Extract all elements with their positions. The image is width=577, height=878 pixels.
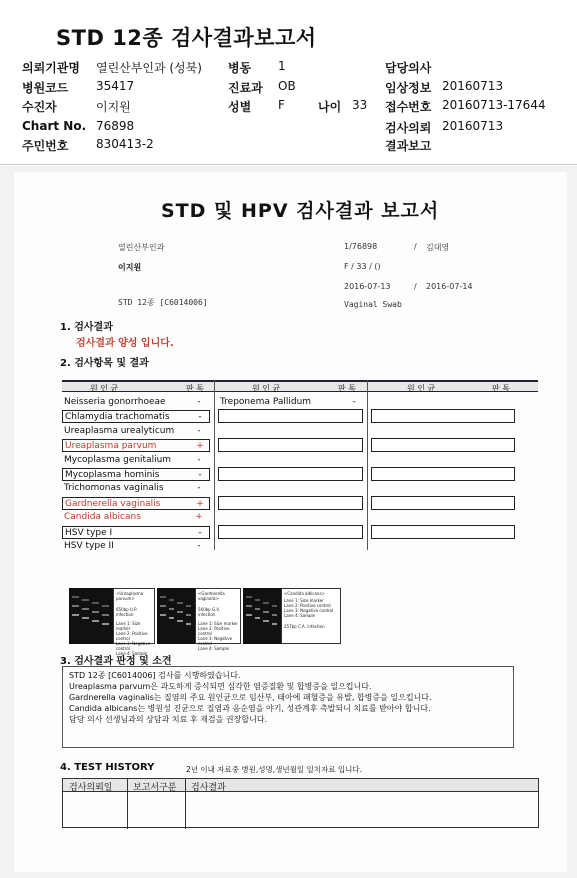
info-doctor: 김대영 — [426, 243, 450, 252]
hospital-value: 열린산부인과 (성북) — [96, 61, 202, 75]
info-patient: 이지원 — [118, 263, 142, 272]
ward-label: 병동 — [228, 61, 252, 75]
grid-header-judgement-1: 판 독 — [186, 384, 204, 393]
gel-band — [102, 614, 109, 616]
gel-2-lane-3: Lane 3: Negative control — [198, 636, 233, 646]
request-label: 검사의뢰 — [385, 121, 432, 135]
grid-header — [62, 380, 538, 392]
pathogen-row — [62, 468, 210, 481]
grid-header-pathogen-2: 원 인 균 — [252, 384, 281, 393]
info-clinic: 열린산부인과 — [118, 243, 165, 252]
gel-3-result: 257bp C.A. infection — [284, 624, 325, 629]
empty-result-box — [218, 496, 363, 510]
gel-band — [82, 608, 89, 610]
gel-2-lane-4: Lane 4: Sample — [198, 646, 230, 651]
pathogen-row — [62, 526, 210, 539]
judgement-text — [69, 670, 432, 725]
info-test-code: STD 12종 [C6014006] — [118, 298, 208, 307]
pathogen-row — [62, 439, 210, 452]
info-slash: / — [414, 242, 417, 251]
gel-legend-2 — [195, 588, 241, 651]
pathogen-result-sign: - — [198, 527, 202, 538]
pathogen-name: Mycoplasma genitalium — [64, 454, 172, 465]
section-1-result: 검사결과 양성 입니다. — [76, 338, 174, 349]
pathogen-name: Treponema Pallidum — [220, 397, 312, 407]
gel-band — [246, 596, 252, 598]
gel-2-result: 560bp G.V. infection — [198, 607, 220, 617]
pathogen-result-sign: + — [196, 498, 204, 509]
gel-2-title: <Gardnerella vaginalis> — [198, 591, 225, 601]
grid-header-pathogen-1: 원 인 균 — [90, 384, 119, 393]
info-sex-age: F / 33 / () — [344, 262, 381, 271]
pathogen-result-sign: - — [197, 454, 201, 465]
pathogen-name: Ureaplasma parvum — [65, 441, 157, 452]
gel-1-title: <Ureaplasma parvum> — [116, 591, 144, 601]
gel-band — [92, 602, 99, 604]
section-3-title: 3. 검사결과 판정 및 소견 — [60, 656, 172, 667]
info-date-from: 2016-07-13 — [344, 282, 391, 291]
info-date-sep: / — [414, 282, 417, 291]
judgement-box — [62, 666, 514, 748]
grid-header-pathogen-3: 원 인 균 — [407, 384, 436, 393]
empty-result-box — [371, 409, 515, 423]
sex-label: 성별 — [228, 100, 252, 114]
pathogen-name: Chlamydia trachomatis — [65, 412, 170, 423]
gel-band — [82, 599, 89, 601]
gel-1-lane-1: Lane 1: Size marker — [116, 621, 141, 631]
pathogen-name: Gardnerella vaginalis — [65, 498, 161, 509]
pathogen-name: Candida albicans — [64, 512, 141, 523]
sex-value: F — [278, 98, 285, 112]
gel-band — [255, 617, 261, 619]
empty-result-box — [218, 409, 363, 423]
gel-band — [72, 614, 79, 616]
gel-band — [255, 599, 261, 601]
report-title: STD 및 HPV 검사결과 보고서 — [161, 200, 440, 222]
gel-band — [272, 605, 278, 607]
gel-band — [272, 614, 278, 616]
gel-3-lane-2: Lane 2: Positive control — [284, 603, 331, 608]
pathogen-row — [62, 497, 210, 510]
pathogen-result-sign: - — [197, 483, 201, 494]
pathogen-result-sign: - — [197, 397, 201, 407]
history-header-date: 검사의뢰일 — [69, 783, 113, 793]
pathogen-row — [62, 511, 210, 524]
gel-band — [186, 605, 192, 607]
gel-1-lane-3: Lane 3: Negative control — [116, 641, 151, 651]
receipt-label: 접수번호 — [385, 100, 432, 114]
pathogen-result-sign: + — [195, 512, 203, 523]
gel-band — [177, 611, 183, 613]
pathogen-result-sign: - — [198, 470, 202, 480]
gel-3-lane-4: Lane 4: Sample — [284, 613, 316, 618]
section-2-title: 2. 검사항목 및 결과 — [60, 358, 149, 369]
grid-divider-2 — [367, 380, 368, 550]
empty-result-box — [371, 496, 515, 510]
header-divider — [0, 164, 577, 165]
gel-band — [186, 623, 192, 625]
gel-2-lane-2: Lane 2: Positive control — [198, 626, 230, 636]
gel-band — [263, 620, 269, 622]
gel-band — [186, 614, 192, 616]
gel-band — [169, 608, 175, 610]
gel-band — [102, 623, 109, 625]
gel-2-lane-1: Lane 1: Size marker — [198, 621, 238, 626]
section-4-note: 2년 이내 자료중 병원,성명,생년월일 일치자료 입니다. — [186, 765, 362, 774]
gel-band — [169, 599, 175, 601]
info-specimen: Vaginal Swab — [344, 300, 402, 309]
judgement-line-1: STD 12종 [C6014006] 검사를 시행하였습니다. — [69, 671, 241, 680]
gel-band — [92, 611, 99, 613]
gel-band — [246, 614, 252, 616]
gel-band — [246, 605, 252, 607]
clinical-value: 20160713 — [442, 79, 504, 93]
judgement-line-5: 담당 의사 선생님과의 상담과 치료 후 재검을 권장합니다. — [69, 715, 268, 724]
gel-band — [72, 605, 79, 607]
pathogen-name: Neisseria gonorrhoeae — [64, 397, 166, 407]
gel-band — [102, 605, 109, 607]
patient-value: 이지원 — [96, 100, 131, 114]
judgement-line-4: Candida albicans는 병원성 진균으로 질염과 음순염을 야기, 성관계후 촉발되니 치료를 받아야 합니다. — [69, 704, 431, 713]
gel-band — [177, 620, 183, 622]
pathogen-row — [62, 425, 210, 438]
gel-3-lane-1: Lane 1: Size marker — [284, 598, 324, 603]
gel-legend-3 — [281, 588, 341, 644]
history-header-result: 검사결과 — [191, 783, 226, 793]
chart-value: 76898 — [96, 119, 135, 133]
grid-divider-1 — [214, 380, 215, 550]
pathogen-row — [62, 410, 210, 423]
gel-band — [177, 602, 183, 604]
section-1-title: 1. 검사결과 — [60, 322, 113, 333]
gel-band — [255, 608, 261, 610]
history-header-type: 보고서구분 — [133, 783, 177, 793]
gel-band — [263, 602, 269, 604]
empty-result-box — [371, 467, 515, 481]
gel-band — [72, 596, 79, 598]
pathogen-result-sign: - — [197, 541, 201, 551]
grid-header-judgement-2: 판 독 — [338, 384, 356, 393]
receipt-value: 20160713-17644 — [442, 98, 546, 112]
gel-1-lane-2: Lane 2: Positive control — [116, 631, 148, 641]
dept-label: 진료과 — [228, 81, 263, 95]
page-title: STD 12종 검사결과보고서 — [56, 26, 317, 50]
pathogen-name: Mycoplasma hominis — [65, 470, 160, 480]
pathogen-row — [62, 540, 210, 553]
gel-3-lane-3: Lane 3: Negative control — [284, 608, 334, 613]
history-table — [62, 778, 539, 828]
request-value: 20160713 — [442, 119, 504, 133]
gel-band — [92, 620, 99, 622]
chart-label: Chart No. — [22, 119, 87, 133]
info-chart-doctor: 1/76898 — [344, 242, 378, 251]
scanned-report-area — [0, 166, 577, 878]
age-value: 33 — [352, 98, 368, 112]
pathogen-row — [62, 396, 210, 409]
hospital-label: 의뢰기관명 — [22, 61, 80, 75]
result-grid — [62, 380, 538, 550]
pathogen-result-sign: - — [352, 397, 356, 407]
code-value: 35417 — [96, 79, 135, 93]
empty-result-box — [371, 525, 515, 539]
clinical-label: 임상정보 — [385, 81, 432, 95]
report-label: 결과보고 — [385, 139, 432, 153]
pathogen-name: Ureaplasma urealyticum — [64, 425, 175, 436]
report-header — [0, 0, 577, 165]
gel-1-lane-4: Lane 4: Sample — [116, 651, 148, 656]
empty-result-box — [218, 438, 363, 452]
code-label: 병원코드 — [22, 81, 69, 95]
gel-band — [272, 623, 278, 625]
history-divider-2 — [185, 779, 186, 829]
report-paper — [14, 172, 567, 872]
id-label: 주민번호 — [22, 139, 69, 153]
pathogen-row — [218, 396, 363, 409]
gel-band — [263, 611, 269, 613]
pathogen-result-sign: + — [196, 441, 204, 452]
doctor-label: 담당의사 — [385, 61, 432, 75]
empty-result-box — [218, 467, 363, 481]
gel-1-result: 650bp U.P. infection — [116, 607, 138, 617]
gel-band — [160, 596, 166, 598]
pathogen-result-sign: - — [197, 425, 201, 436]
age-label: 나이 — [318, 100, 342, 114]
empty-result-box — [371, 438, 515, 452]
section-4-title: 4. TEST HISTORY — [60, 762, 155, 773]
pathogen-name: HSV type II — [64, 541, 114, 551]
history-header — [63, 779, 538, 792]
pathogen-result-sign: - — [198, 412, 202, 423]
pathogen-name: HSV type I — [65, 527, 113, 538]
history-divider-1 — [127, 779, 128, 829]
ward-value: 1 — [278, 59, 286, 73]
grid-header-judgement-3: 판 독 — [492, 384, 510, 393]
gel-band — [160, 605, 166, 607]
gel-band — [169, 617, 175, 619]
gel-band — [82, 617, 89, 619]
empty-result-box — [218, 525, 363, 539]
gel-band — [160, 614, 166, 616]
pathogen-row — [62, 482, 210, 495]
pathogen-row — [62, 454, 210, 467]
dept-value: OB — [278, 79, 296, 93]
gel-legend-1 — [113, 588, 155, 656]
gel-3-title: <Candida albicans> — [284, 591, 325, 596]
info-date-to: 2016-07-14 — [426, 282, 473, 291]
judgement-line-2: Ureaplasma parvum은 과도하게 증식되면 심각한 염증질환 및 합병증을 일으킵니다. — [69, 682, 372, 691]
patient-label: 수진자 — [22, 100, 57, 114]
pathogen-name: Trichomonas vaginalis — [64, 483, 164, 494]
judgement-line-3: Gardnerella vaginalis는 질염의 주요 원인균으로 임산부, 태아에 패혈증을 유발, 합병증을 일으킵니다. — [69, 693, 432, 702]
id-value: 830413-2 — [96, 137, 154, 151]
